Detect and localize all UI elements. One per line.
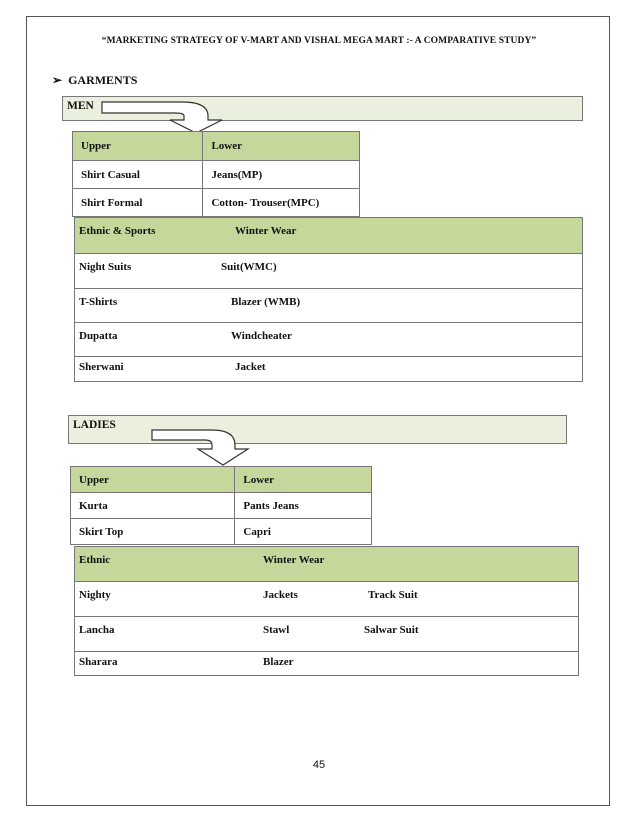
table-cell: Lower: [203, 132, 360, 161]
table-cell: Suit(WMC): [221, 261, 277, 273]
table-cell: Windcheater: [231, 330, 292, 342]
table-cell: Pants Jeans: [235, 493, 372, 519]
table-cell: Sharara: [79, 656, 118, 668]
men-label: MEN: [67, 100, 94, 112]
table-cell: Upper: [71, 467, 235, 493]
table-cell: Upper: [73, 132, 203, 161]
table-header-row: [75, 218, 582, 254]
ladies-wide-table: [74, 546, 579, 676]
table-row: [71, 493, 372, 519]
table-row: [75, 582, 578, 617]
table-cell: Nighty: [79, 589, 111, 601]
table-cell: Jacket: [235, 361, 266, 373]
table-cell: Winter Wear: [235, 225, 297, 237]
ladies-label: LADIES: [73, 419, 116, 431]
men-small-table: [72, 131, 360, 217]
table-cell: Ethnic & Sports: [79, 225, 156, 237]
table-header-row: [73, 132, 360, 161]
table-cell: Lower: [235, 467, 372, 493]
table-row: [75, 323, 582, 357]
table-cell: Cotton- Trouser(MPC): [203, 189, 360, 217]
table-row: [75, 289, 582, 323]
table-cell: Jeans(MP): [203, 161, 360, 189]
table-cell: Skirt Top: [71, 519, 235, 545]
table-cell: Winter Wear: [263, 554, 325, 566]
men-wide-table: [74, 217, 583, 382]
table-cell: Capri: [235, 519, 372, 545]
table-cell: Track Suit: [368, 589, 418, 601]
table-row: [73, 161, 360, 189]
table-cell: Blazer (WMB): [231, 296, 301, 308]
table-cell: Night Suits: [79, 261, 132, 273]
table-cell: Sherwani: [79, 361, 124, 373]
section-title: GARMENTS: [68, 73, 138, 87]
table-header-row: [75, 547, 578, 582]
table-cell: Kurta: [71, 493, 235, 519]
arrow-bullet-icon: ➢: [52, 73, 63, 87]
ladies-arrow-icon: [150, 428, 260, 468]
table-row: [75, 617, 578, 652]
page-number: 45: [312, 759, 326, 771]
table-cell: Stawl: [263, 624, 290, 636]
table-cell: Dupatta: [79, 330, 118, 342]
section-heading: [52, 73, 137, 88]
table-row: [71, 519, 372, 545]
ladies-small-table: [70, 466, 372, 545]
table-cell: Blazer: [263, 656, 294, 668]
table-cell: Ethnic: [79, 554, 111, 566]
table-cell: T-Shirts: [79, 296, 118, 308]
table-header-row: [71, 467, 372, 493]
table-row: [75, 357, 582, 381]
table-row: [75, 652, 578, 675]
ladies-label-bar: [68, 415, 567, 444]
table-row: [73, 189, 360, 217]
table-cell: Salwar Suit: [364, 624, 419, 636]
table-row: [75, 254, 582, 289]
table-cell: Jackets: [263, 589, 298, 601]
page-header: “MARKETING STRATEGY OF V-MART AND VISHAL MEGA MART :- A COMPARATIVE STUDY”: [101, 36, 537, 46]
table-cell: Shirt Formal: [73, 189, 203, 217]
table-cell: Lancha: [79, 624, 115, 636]
table-cell: Shirt Casual: [73, 161, 203, 189]
